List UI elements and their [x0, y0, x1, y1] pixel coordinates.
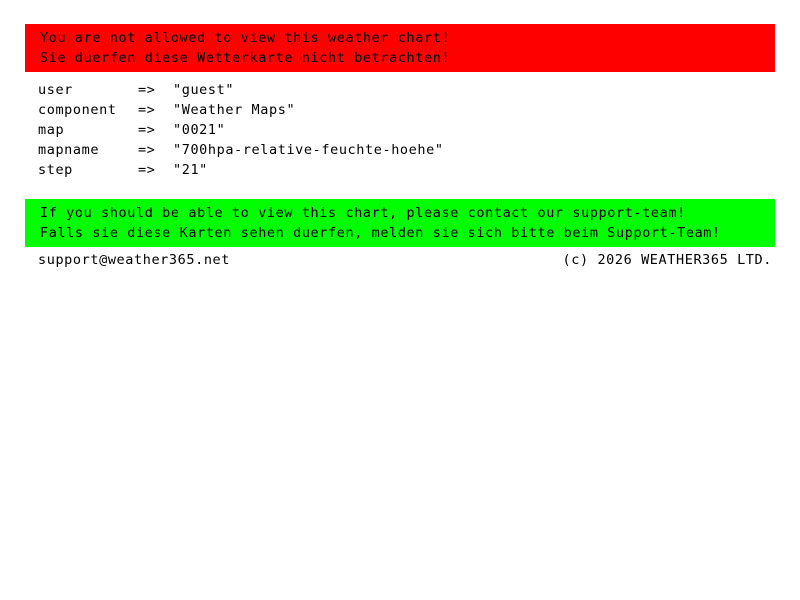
detail-arrow-user: => — [138, 82, 156, 98]
detail-key-mapname: mapname — [38, 142, 100, 158]
support-message-en: If you should be able to view this chart, please contact our support-team! — [40, 205, 686, 221]
detail-row-component — [38, 100, 758, 120]
detail-row-user — [38, 80, 758, 100]
detail-arrow-component: => — [138, 102, 156, 118]
detail-key-step: step — [38, 162, 73, 178]
detail-row-mapname — [38, 140, 758, 160]
support-banner — [25, 199, 775, 247]
request-details-list — [38, 80, 758, 180]
detail-row-step — [38, 160, 758, 180]
detail-key-user: user — [38, 82, 73, 98]
support-message-de: Falls sie diese Karten sehen duerfen, melden sie sich bitte beim Support-Team! — [40, 225, 721, 241]
error-message-de: Sie duerfen diese Wetterkarte nicht betrachten! — [40, 50, 451, 66]
detail-value-user: "guest" — [173, 82, 235, 98]
error-banner — [25, 24, 775, 72]
detail-value-step: "21" — [173, 162, 208, 178]
detail-key-component: component — [38, 102, 117, 118]
detail-value-mapname: "700hpa-relative-feuchte-hoehe" — [173, 142, 444, 158]
detail-arrow-step: => — [138, 162, 156, 178]
footer — [38, 250, 772, 270]
detail-value-component: "Weather Maps" — [173, 102, 296, 118]
support-email-link[interactable]: support@weather365.net — [38, 252, 231, 268]
error-message-en: You are not allowed to view this weather chart! — [40, 30, 451, 46]
copyright-text: (c) 2026 WEATHER365 LTD. — [562, 252, 772, 268]
detail-value-map: "0021" — [173, 122, 226, 138]
detail-key-map: map — [38, 122, 65, 138]
detail-arrow-map: => — [138, 122, 156, 138]
detail-arrow-mapname: => — [138, 142, 156, 158]
detail-row-map — [38, 120, 758, 140]
